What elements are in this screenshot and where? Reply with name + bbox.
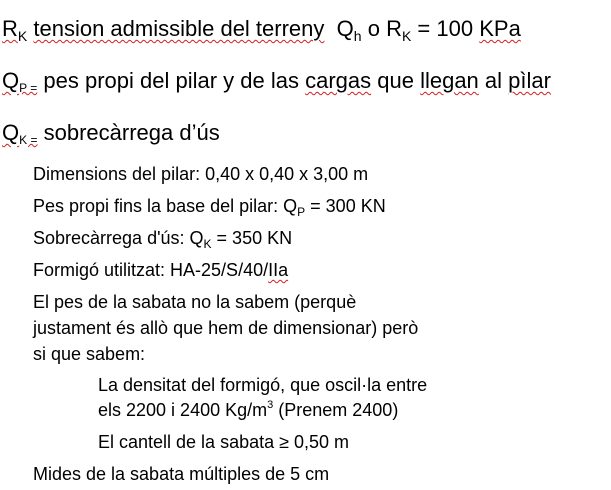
qp-definition xyxy=(2,68,551,95)
pes-sabata-line-3: si que sabem: xyxy=(33,344,146,364)
densitat-line-2: els 2200 i 2400 $Kg/m^3$ (Prenem 2400) xyxy=(98,399,399,420)
qp-text-b: cargas xyxy=(305,68,372,93)
qk-description: sobrecàrrega d’ús xyxy=(43,120,220,145)
or-word: o xyxy=(367,16,380,41)
rk-unit: KPa xyxy=(479,16,521,41)
qh-symbol: $Q_h$ xyxy=(336,16,362,44)
cantell-line: El cantell de la sabata ≥ 0,50 m xyxy=(98,432,350,452)
mides-line: Mides de la sabata múltiples de 5 cm xyxy=(33,464,330,484)
densitat-line-1: La densitat del formigó, que oscil·la entre xyxy=(98,375,428,395)
pes-sabata-line-1: El pes de la sabata no la sabem (perquè xyxy=(33,292,357,312)
qk-symbol: QK = xyxy=(2,120,38,147)
pes-propi-line: Pes propi fins la base del pilar: $Q_P = 300$ KN xyxy=(33,196,386,219)
qp-text-d: llegan xyxy=(420,68,479,93)
pes-sabata-line-2: justament és allò que hem de dimensionar) però xyxy=(33,318,419,338)
formigo-line: Formigó utilitzat: HA-25/S/40/IIa xyxy=(33,260,289,280)
dimensions-line: Dimensions del pilar: 0,40 x 0,40 x 3,00 m xyxy=(33,164,369,184)
sobrecarrega-line: Sobrecàrrega d'ús: $Q_K = 350$ KN xyxy=(33,228,293,251)
rk-symbol: $R_K$ xyxy=(2,16,28,44)
rk-symbol-2: $R_K$ xyxy=(386,16,412,44)
rk-value: = 100 xyxy=(417,16,474,41)
qk-definition xyxy=(2,120,220,147)
rk-definition xyxy=(2,16,521,44)
qp-text-e: al xyxy=(478,68,509,93)
qp-text-a: pes propi del pilar y de las xyxy=(43,68,306,93)
rk-description: tension admissible del terreny xyxy=(33,16,325,41)
qp-text-c: que xyxy=(371,68,421,93)
qp-symbol: QP = xyxy=(2,68,38,95)
formigo-class: IIa xyxy=(268,260,289,280)
qp-text-f: pìlar xyxy=(508,68,551,93)
